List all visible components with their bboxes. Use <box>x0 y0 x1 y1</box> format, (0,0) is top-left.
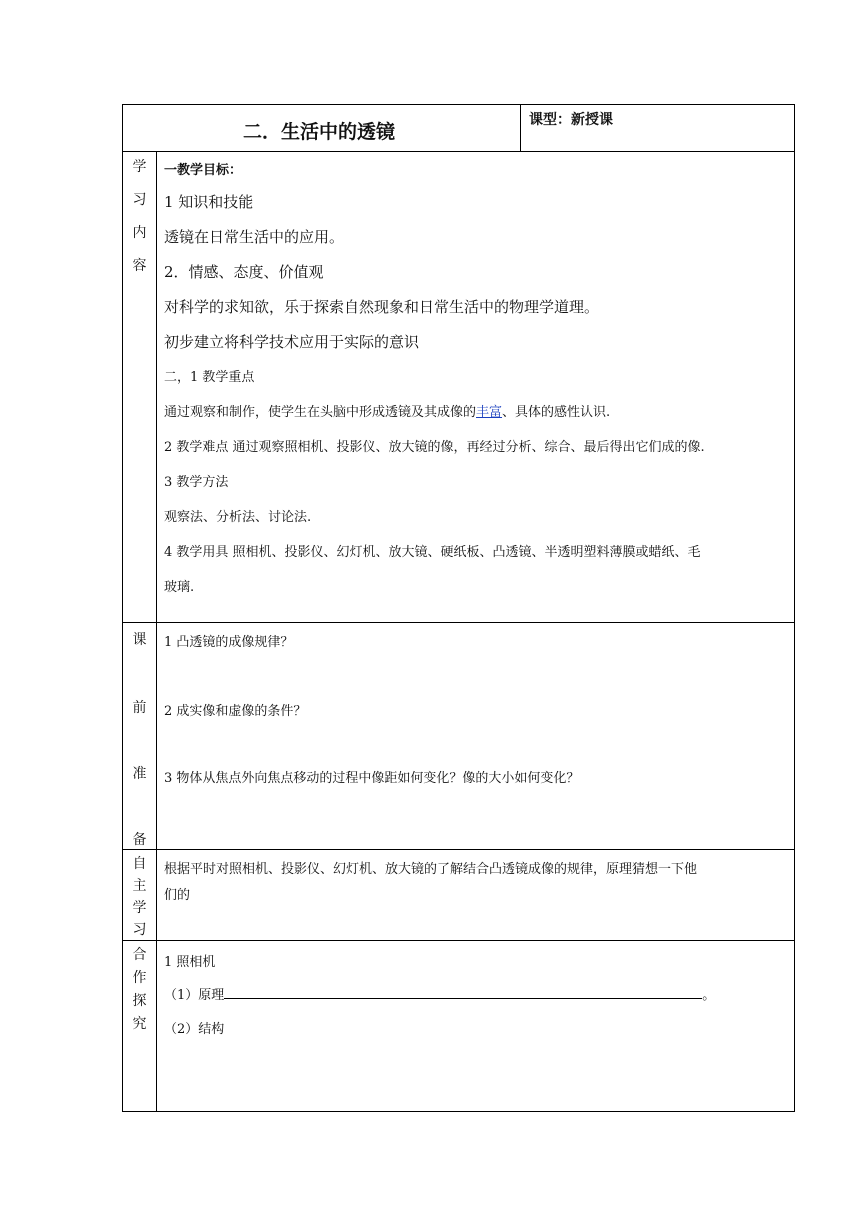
structure-label: （2）结构 <box>164 1022 225 1037</box>
label-char: 作 <box>132 970 147 986</box>
label-char: 习 <box>132 922 147 938</box>
lesson-plan-table <box>122 104 795 1112</box>
key-point-heading: 二，1 教学重点 <box>164 370 255 385</box>
label-char: 学 <box>132 900 147 916</box>
lesson-type-cell <box>521 105 795 152</box>
label-char: 备 <box>132 832 147 848</box>
key-point-text-start: 通过观察和制作，使学生在头脑中形成透镜及其成像的 <box>164 405 477 420</box>
knowledge-text: 透镜在日常生活中的应用。 <box>164 228 345 246</box>
principle-end: 。 <box>702 988 716 1003</box>
lesson-title: 二．生活中的透镜 <box>243 121 396 143</box>
objectives-heading: 一教学目标： <box>164 163 243 178</box>
knowledge-heading: 1 知识和技能 <box>164 193 254 211</box>
prep-question-1: 1 凸透镜的成像规律？ <box>164 635 294 650</box>
method-text: 观察法、分析法、讨论法. <box>164 510 312 525</box>
self-study-row <box>123 850 795 941</box>
emotion-text-1: 对科学的求知欲，乐于探索自然现象和日常生活中的物理学道理。 <box>164 298 600 316</box>
title-cell <box>123 105 521 152</box>
label-char: 合 <box>132 947 147 963</box>
key-point-text-end: 、具体的感性认识. <box>502 405 611 420</box>
label-char: 探 <box>132 993 147 1009</box>
title-row <box>123 105 795 152</box>
principle-blank[interactable] <box>224 986 702 999</box>
teaching-difficulty: 2 教学难点 通过观察照相机、投影仪、放大镜的像，再经过分析、综合、最后得出它们成的像. <box>164 440 705 455</box>
prep-question-2: 2 成实像和虚像的条件？ <box>164 704 307 719</box>
label-char: 前 <box>132 700 147 716</box>
prep-label <box>123 623 157 850</box>
label-char: 究 <box>132 1016 147 1032</box>
tools-line-2: 玻璃. <box>164 580 195 595</box>
label-char: 主 <box>132 878 147 894</box>
self-study-label <box>123 850 157 941</box>
label-char: 学 <box>132 159 147 175</box>
key-point-text <box>164 401 794 420</box>
lesson-type: 课型：新授课 <box>529 112 613 128</box>
cooperate-label <box>123 941 157 1112</box>
tools-line-1: 4 教学用具 照相机、投影仪、幻灯机、放大镜、硬纸板、凸透镜、半透明塑料薄膜或蜡纸、毛 <box>164 545 701 560</box>
principle-line <box>164 984 794 1003</box>
label-char: 习 <box>132 192 147 208</box>
camera-heading: 1 照相机 <box>164 955 216 970</box>
principle-label: （1）原理 <box>164 988 225 1003</box>
prep-body <box>157 623 795 850</box>
self-study-line-1: 根据平时对照相机、投影仪、幻灯机、放大镜的了解结合凸透镜成像的规律，原理猜想一下他 <box>164 862 698 877</box>
label-char: 自 <box>132 856 147 872</box>
study-content-row <box>123 152 795 623</box>
study-content-body <box>157 152 795 623</box>
label-char: 准 <box>132 766 147 782</box>
prep-row <box>123 623 795 850</box>
method-heading: 3 教学方法 <box>164 475 229 490</box>
emotion-text-2: 初步建立将科学技术应用于实际的意识 <box>164 333 420 351</box>
cooperate-body <box>157 941 795 1112</box>
label-char: 课 <box>132 632 147 648</box>
key-point-link[interactable]: 丰富 <box>476 405 503 420</box>
emotion-heading: 2．情感、态度、价值观 <box>164 263 324 281</box>
self-study-line-2: 们的 <box>164 888 191 903</box>
self-study-body <box>157 850 795 941</box>
label-char: 内 <box>132 225 147 241</box>
prep-question-3: 3 物体从焦点外向焦点移动的过程中像距如何变化？像的大小如何变化？ <box>164 771 580 786</box>
study-content-label <box>123 152 157 623</box>
cooperate-row <box>123 941 795 1112</box>
label-char: 容 <box>132 258 147 274</box>
